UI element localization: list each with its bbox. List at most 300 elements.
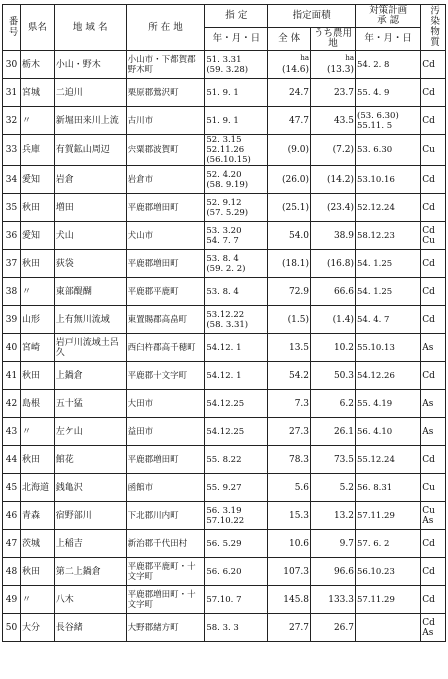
header-designated-date: 年・月・日	[205, 28, 268, 51]
total-area	[268, 334, 311, 362]
header-total: 全 体	[268, 28, 311, 51]
agri-area	[311, 614, 356, 642]
approval-date	[356, 362, 421, 390]
agri-area	[311, 530, 356, 558]
table-row	[3, 166, 446, 194]
agri-area-value: 13.2	[333, 510, 354, 521]
agri-area-value: (1.4)	[332, 314, 354, 325]
total-area-value: 47.7	[288, 115, 310, 126]
total-area-value: 54.0	[288, 230, 310, 241]
designation-date-line: 52. 3.15	[206, 135, 242, 145]
total-area	[268, 446, 311, 474]
approval-date	[356, 334, 421, 362]
row-number: 30	[3, 51, 21, 79]
prefecture: 秋田	[20, 446, 54, 474]
agri-area-value: 26.7	[333, 622, 354, 633]
total-area-value: 54.2	[288, 370, 310, 381]
designation-date-line: 54.12. 1	[206, 370, 242, 381]
agri-area-value: 133.3	[328, 594, 354, 605]
prefecture: 秋田	[20, 558, 54, 586]
approval-date	[356, 278, 421, 306]
pollutant: Cd	[421, 530, 446, 558]
approval-date	[356, 586, 421, 614]
total-area	[268, 194, 311, 222]
location: 平鹿郡平鹿町・十文字町	[126, 558, 205, 586]
pollutant: Cd	[421, 51, 446, 79]
agri-area-value: 66.6	[333, 286, 354, 297]
pollutant: Cd	[421, 250, 446, 278]
prefecture: 秋田	[20, 362, 54, 390]
approval-date-line: 54.12.26	[357, 370, 395, 381]
designation-date	[205, 474, 268, 502]
designation-date-line: 57.10.22	[206, 515, 245, 526]
agri-area	[311, 446, 356, 474]
header-plan: 対策計画 承 認	[356, 5, 421, 28]
pollutant: Cd	[421, 79, 446, 107]
table-row	[3, 306, 446, 334]
agri-area	[311, 362, 356, 390]
agri-area	[311, 586, 356, 614]
location: 宍粟郡波賀町	[126, 135, 205, 166]
prefecture: 北海道	[20, 474, 54, 502]
agri-area-value: 96.6	[333, 566, 354, 577]
area-name: 八木	[54, 586, 126, 614]
area-name: 岩倉	[54, 166, 126, 194]
row-number: 38	[3, 278, 21, 306]
approval-date-line: 54. 4. 7	[357, 314, 390, 325]
pollutant: Cu	[421, 474, 446, 502]
designation-date-line: 53. 8. 4	[206, 286, 239, 297]
prefecture: 秋田	[20, 250, 54, 278]
designation-date-line: 55. 8.22	[206, 454, 242, 465]
designation-date-line: 58. 3. 3	[206, 622, 239, 633]
total-area-value: 15.3	[288, 510, 310, 521]
area-name: 館花	[54, 446, 126, 474]
total-area	[268, 530, 311, 558]
agri-area	[311, 334, 356, 362]
location: 栗原郡鶯沢町	[126, 79, 205, 107]
location: 平鹿郡増田町・十文字町	[126, 586, 205, 614]
designation-date-line: 56. 6.20	[206, 566, 242, 577]
approval-date-line: 54. 2. 8	[357, 59, 390, 70]
header-designated: 指 定	[205, 5, 268, 28]
agri-area	[311, 278, 356, 306]
total-area-value: 78.3	[288, 454, 310, 465]
approval-date	[356, 166, 421, 194]
total-area	[268, 222, 311, 250]
total-area	[268, 135, 311, 166]
designation-date	[205, 135, 268, 166]
table-row	[3, 222, 446, 250]
designation-date-line: 51. 3.31	[206, 54, 242, 65]
designation-date-line: 52.11.26	[206, 145, 245, 155]
header-no: 番号	[3, 5, 21, 51]
pollutant: As	[421, 418, 446, 446]
total-area	[268, 278, 311, 306]
total-area-value: (18.1)	[281, 258, 310, 269]
header-pollutant: 汚染物質	[421, 5, 446, 51]
table-row	[3, 278, 446, 306]
approval-date-line: 54. 1.25	[357, 286, 393, 297]
designation-date	[205, 278, 268, 306]
total-area-value: (25.1)	[281, 202, 310, 213]
table-row	[3, 135, 446, 166]
row-number: 31	[3, 79, 21, 107]
approval-date-line: 53.10.16	[357, 174, 395, 185]
approval-date-line: 55.11. 5	[357, 120, 393, 131]
table-row	[3, 530, 446, 558]
pollutant: Cd	[421, 558, 446, 586]
row-number: 49	[3, 586, 21, 614]
location: 新治郡千代田村	[126, 530, 205, 558]
approval-date-line: 56.10.23	[357, 566, 395, 577]
row-number: 50	[3, 614, 21, 642]
agri-area	[311, 502, 356, 530]
total-area-value: (1.5)	[287, 314, 310, 325]
prefecture: 愛知	[20, 222, 54, 250]
total-area-value: 7.3	[294, 398, 310, 409]
designation-date	[205, 51, 268, 79]
designation-date-line: 51. 9. 1	[206, 115, 239, 126]
area-name: 左ケ山	[54, 418, 126, 446]
row-number: 45	[3, 474, 21, 502]
pollutant: Cu As	[421, 502, 446, 530]
area-name: 上有無川流域	[54, 306, 126, 334]
approval-date-line: (53. 6.30)	[357, 110, 399, 121]
approval-date	[356, 135, 421, 166]
total-area-value: (9.0)	[287, 145, 310, 155]
approval-date	[356, 418, 421, 446]
row-number: 39	[3, 306, 21, 334]
total-area-value: (14.6)	[281, 64, 310, 75]
designation-date-line: 54.12.25	[206, 426, 245, 437]
unit-label: ha	[345, 53, 354, 62]
approval-date	[356, 79, 421, 107]
header-area: 地 域 名	[54, 5, 126, 51]
location: 益田市	[126, 418, 205, 446]
agri-area	[311, 250, 356, 278]
agri-area	[311, 222, 356, 250]
approval-date	[356, 194, 421, 222]
row-number: 46	[3, 502, 21, 530]
agri-area	[311, 558, 356, 586]
area-name: 東部醍醐	[54, 278, 126, 306]
location: 岩倉市	[126, 166, 205, 194]
designation-date-line: 57.10. 7	[206, 594, 242, 605]
prefecture: 茨城	[20, 530, 54, 558]
approval-date	[356, 250, 421, 278]
approval-date	[356, 306, 421, 334]
pollutant: Cd Cu	[421, 222, 446, 250]
prefecture: 〃	[20, 418, 54, 446]
approval-date-line: 55. 4.19	[357, 398, 393, 409]
table-row	[3, 502, 446, 530]
approval-date-line: 57.11.29	[357, 594, 395, 605]
designation-date-line: (56.10.15)	[206, 155, 251, 165]
row-number: 36	[3, 222, 21, 250]
pollutant: Cd	[421, 166, 446, 194]
table-row	[3, 107, 446, 135]
total-area	[268, 51, 311, 79]
pollutant: Cd	[421, 278, 446, 306]
prefecture: 宮城	[20, 79, 54, 107]
agri-area	[311, 51, 356, 79]
prefecture: 宮崎	[20, 334, 54, 362]
agri-area-value: (23.4)	[326, 202, 354, 213]
designation-date	[205, 558, 268, 586]
total-area-value: (26.0)	[281, 174, 310, 185]
row-number: 34	[3, 166, 21, 194]
table-row	[3, 614, 446, 642]
row-number: 35	[3, 194, 21, 222]
table-row	[3, 51, 446, 79]
total-area-value: 107.3	[283, 566, 310, 577]
location: 西臼杵郡高千穂町	[126, 334, 205, 362]
prefecture: 〃	[20, 586, 54, 614]
agri-area-value: (7.2)	[332, 145, 354, 155]
total-area	[268, 474, 311, 502]
row-number: 47	[3, 530, 21, 558]
designation-date-line: (58. 9.19)	[206, 179, 249, 190]
approval-date-line: 55.12.24	[357, 454, 395, 465]
location: 古川市	[126, 107, 205, 135]
row-number: 40	[3, 334, 21, 362]
prefecture: 秋田	[20, 194, 54, 222]
area-name: 銭亀沢	[54, 474, 126, 502]
area-name: 小山・野木	[54, 51, 126, 79]
designation-date-line: 53. 3.20	[206, 225, 242, 236]
pollutant: Cd	[421, 446, 446, 474]
approval-date-line: 55.10.13	[357, 342, 395, 353]
total-area	[268, 614, 311, 642]
total-area	[268, 362, 311, 390]
row-number: 41	[3, 362, 21, 390]
location: 犬山市	[126, 222, 205, 250]
prefecture: 愛知	[20, 166, 54, 194]
designation-date-line: (57. 5.29)	[206, 207, 249, 218]
agri-area-value: (14.2)	[326, 174, 354, 185]
approval-date	[356, 390, 421, 418]
area-name: 第二上鍋倉	[54, 558, 126, 586]
agri-area	[311, 474, 356, 502]
table-row	[3, 418, 446, 446]
table-row	[3, 250, 446, 278]
agri-area-value: 73.5	[333, 454, 354, 465]
total-area	[268, 418, 311, 446]
designation-date-line: 54. 7. 7	[206, 235, 239, 246]
agri-area-value: 38.9	[333, 230, 354, 241]
approval-date-line: 57. 6. 2	[357, 538, 390, 549]
area-name: 新堀田来川上流	[54, 107, 126, 135]
agri-area-value: (16.8)	[326, 258, 354, 269]
designation-date	[205, 614, 268, 642]
prefecture: 青森	[20, 502, 54, 530]
designation-date	[205, 194, 268, 222]
row-number: 48	[3, 558, 21, 586]
unit-label: ha	[300, 53, 310, 62]
total-area-value: 145.8	[283, 594, 310, 605]
table-row	[3, 474, 446, 502]
agri-area-value: 50.3	[333, 370, 354, 381]
designation-date-line: 56. 5.29	[206, 538, 242, 549]
designation-date	[205, 79, 268, 107]
table-row	[3, 334, 446, 362]
area-name: 宿野部川	[54, 502, 126, 530]
total-area	[268, 79, 311, 107]
row-number: 42	[3, 390, 21, 418]
total-area-value: 13.5	[288, 342, 310, 353]
location: 大野郡緒方町	[126, 614, 205, 642]
location: 平鹿郡十文字町	[126, 362, 205, 390]
location: 大田市	[126, 390, 205, 418]
header-location: 所 在 地	[126, 5, 205, 51]
table-row	[3, 586, 446, 614]
area-name: 上鍋倉	[54, 362, 126, 390]
designation-date-line: (59. 2. 2)	[206, 263, 246, 274]
prefecture: 〃	[20, 278, 54, 306]
total-area	[268, 502, 311, 530]
area-name: 岩戸川流域土呂久	[54, 334, 126, 362]
designation-date	[205, 166, 268, 194]
prefecture: 兵庫	[20, 135, 54, 166]
agri-area	[311, 390, 356, 418]
designation-date-line: 52. 9.12	[206, 197, 242, 208]
area-name: 荻袋	[54, 250, 126, 278]
location: 東置賜郡高畠町	[126, 306, 205, 334]
area-name: 五十猛	[54, 390, 126, 418]
approval-date	[356, 558, 421, 586]
agri-area	[311, 194, 356, 222]
agri-area-value: 10.2	[333, 342, 354, 353]
location: 平鹿郡増田町	[126, 250, 205, 278]
designation-date-line: 53. 8. 4	[206, 253, 239, 264]
approval-date-line: 56. 4.10	[357, 426, 393, 437]
row-number: 44	[3, 446, 21, 474]
designation-date	[205, 530, 268, 558]
location: 函館市	[126, 474, 205, 502]
row-number: 37	[3, 250, 21, 278]
approval-date-line: 54. 1.25	[357, 258, 393, 269]
approval-date	[356, 51, 421, 79]
prefecture: 大分	[20, 614, 54, 642]
pollutant: Cd	[421, 306, 446, 334]
designation-date	[205, 502, 268, 530]
pollutant: Cd As	[421, 614, 446, 642]
total-area-value: 72.9	[288, 286, 310, 297]
designation-date	[205, 390, 268, 418]
agri-area-value: 23.7	[333, 87, 354, 98]
approval-date-line: 58.12.23	[357, 230, 395, 241]
designation-date	[205, 334, 268, 362]
designation-date	[205, 250, 268, 278]
agri-area	[311, 79, 356, 107]
prefecture: 島根	[20, 390, 54, 418]
location: 下北郡川内町	[126, 502, 205, 530]
area-name: 上稲吉	[54, 530, 126, 558]
row-number: 43	[3, 418, 21, 446]
total-area	[268, 390, 311, 418]
prefecture: 〃	[20, 107, 54, 135]
contaminated-area-table	[2, 4, 446, 642]
agri-area-value: 6.2	[339, 398, 354, 409]
pollutant: Cd	[421, 107, 446, 135]
area-name: 犬山	[54, 222, 126, 250]
pollutant: Cd	[421, 194, 446, 222]
total-area-value: 24.7	[288, 87, 310, 98]
table-row	[3, 558, 446, 586]
total-area-value: 10.6	[288, 538, 310, 549]
approval-date	[356, 614, 421, 642]
agri-area-value: (13.3)	[326, 64, 354, 75]
designation-date-line: 54.12. 1	[206, 342, 242, 353]
designation-date-line: 53.12.22	[206, 309, 245, 320]
table-row	[3, 194, 446, 222]
location: 平鹿郡平鹿町	[126, 278, 205, 306]
designation-date-line: 54.12.25	[206, 398, 245, 409]
table-row	[3, 390, 446, 418]
total-area-value: 5.6	[294, 482, 310, 493]
table-row	[3, 362, 446, 390]
table-row	[3, 446, 446, 474]
agri-area	[311, 107, 356, 135]
table-row	[3, 79, 446, 107]
agri-area-value: 43.5	[333, 115, 354, 126]
table-body	[3, 51, 446, 642]
designation-date	[205, 222, 268, 250]
designation-date-line: 55. 9.27	[206, 482, 242, 493]
area-name: 有賀鉱山周辺	[54, 135, 126, 166]
pollutant: Cd	[421, 586, 446, 614]
approval-date	[356, 530, 421, 558]
location: 平鹿郡増田町	[126, 446, 205, 474]
total-area-value: 27.7	[288, 622, 310, 633]
designation-date-line: 52. 4.20	[206, 169, 242, 180]
designation-date-line: (58. 3.31)	[206, 319, 249, 330]
location: 小山市・下都賀郡野木町	[126, 51, 205, 79]
designation-date	[205, 362, 268, 390]
approval-date	[356, 446, 421, 474]
agri-area	[311, 135, 356, 166]
designation-date	[205, 107, 268, 135]
designation-date-line: (59. 3.28)	[206, 64, 249, 75]
prefecture: 山形	[20, 306, 54, 334]
designation-date	[205, 446, 268, 474]
approval-date-line: 57.11.29	[357, 510, 395, 521]
total-area	[268, 250, 311, 278]
pollutant: As	[421, 390, 446, 418]
header-pref: 県名	[20, 5, 54, 51]
total-area	[268, 107, 311, 135]
area-name: 長谷緒	[54, 614, 126, 642]
total-area	[268, 558, 311, 586]
approval-date	[356, 474, 421, 502]
area-name: 二迫川	[54, 79, 126, 107]
agri-area-value: 26.1	[333, 426, 354, 437]
approval-date-line: 53. 6.30	[357, 145, 393, 155]
agri-area	[311, 418, 356, 446]
agri-area	[311, 166, 356, 194]
area-name: 増田	[54, 194, 126, 222]
designation-date-line: 56. 3.19	[206, 505, 242, 516]
row-number: 33	[3, 135, 21, 166]
agri-area	[311, 306, 356, 334]
approval-date-line: 52.12.24	[357, 202, 395, 213]
pollutant: Cd	[421, 362, 446, 390]
pollutant: As	[421, 334, 446, 362]
header-approval-date: 年・月・日	[356, 28, 421, 51]
total-area-value: 27.3	[288, 426, 310, 437]
approval-date-line: 56. 8.31	[357, 482, 393, 493]
